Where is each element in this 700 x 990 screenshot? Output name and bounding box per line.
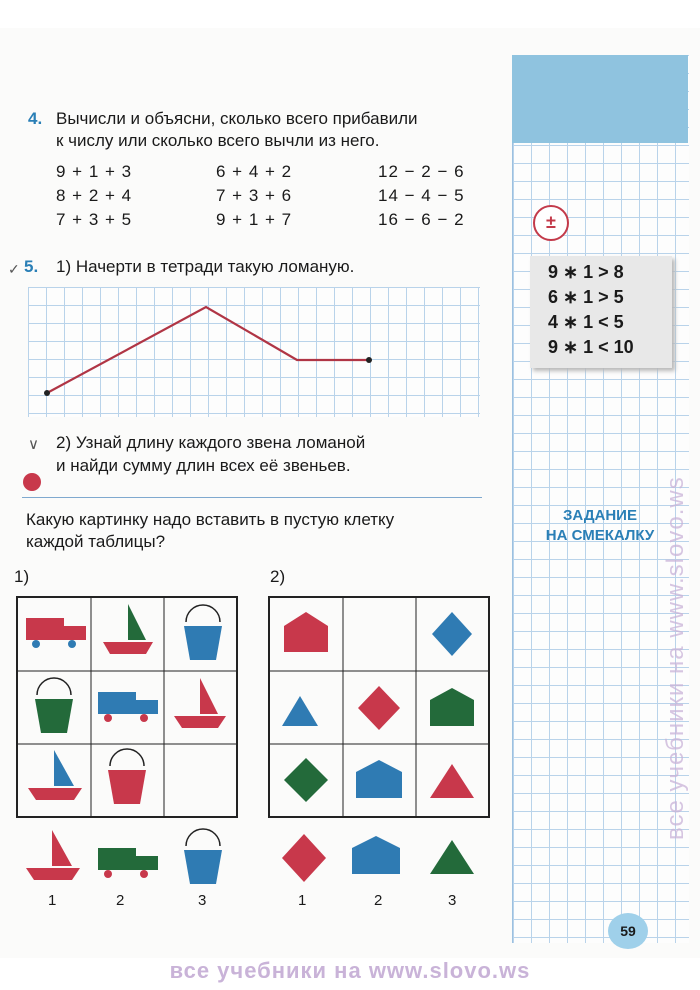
- puzzle-line: 6 ∗ 1 > 5: [548, 287, 624, 307]
- bucket-icon: [35, 678, 73, 733]
- expression: 7 + 3 + 6: [216, 186, 293, 205]
- task5-number: 5.: [24, 257, 39, 276]
- table2-drawing: [270, 598, 488, 816]
- answer-number: 2: [374, 892, 383, 909]
- answer-number: 3: [448, 892, 457, 909]
- table2-label: 2): [270, 567, 286, 586]
- task5-part1: 1) Начерти в тетради такую ломаную.: [56, 257, 355, 276]
- puzzle-line: 9 ∗ 1 < 10: [548, 337, 634, 357]
- expression: 9 + 1 + 3: [56, 162, 133, 181]
- expression: 9 + 1 + 7: [216, 210, 293, 229]
- polyline-start-point: [44, 390, 50, 396]
- expression: 12 − 2 − 6: [378, 162, 465, 181]
- truck-icon: [98, 848, 158, 878]
- triangle-icon: [430, 764, 474, 798]
- answer-number: 2: [116, 892, 125, 909]
- puzzle-line: 9 ∗ 1 > 8: [548, 262, 624, 282]
- answers1-drawing: [14, 826, 264, 896]
- triangle-icon: [282, 696, 318, 726]
- question-text: каждой таблицы?: [26, 532, 166, 551]
- table1-label: 1): [14, 567, 30, 586]
- polyline-grid: [28, 287, 480, 417]
- answers2-drawing: [268, 826, 488, 896]
- footer-watermark: все учебники на www.slovo.ws: [169, 958, 531, 983]
- picture-table-2: [268, 596, 490, 818]
- sidebar-header-band: [512, 55, 688, 143]
- pentagon-icon: [430, 688, 474, 726]
- question-text: Какую картинку надо вставить в пустую клетку: [26, 510, 395, 529]
- expression: 8 + 2 + 4: [56, 186, 133, 205]
- task4-text: Вычисли и объясни, сколько всего прибавили: [56, 109, 418, 128]
- sailboat-icon: [26, 830, 80, 880]
- puzzle-card: [530, 256, 672, 368]
- check-mark-2: ∨: [28, 436, 39, 453]
- answer-number: 1: [298, 892, 307, 909]
- check-mark: ✓: [8, 261, 20, 277]
- task5-part2: и найди сумму длин всех её звеньев.: [56, 456, 351, 475]
- expression: 16 − 6 − 2: [378, 210, 465, 229]
- task5-part2: 2) Узнай длину каждого звена ломаной: [56, 433, 366, 452]
- triangle-icon: [430, 840, 474, 874]
- diamond-icon: [284, 758, 328, 802]
- diamond-icon: [358, 686, 400, 730]
- picture-table-1: [16, 596, 238, 818]
- smekalka-title-line: НА СМЕКАЛКУ: [545, 527, 655, 544]
- polyline-end-point: [366, 357, 372, 363]
- pentagon-icon: [356, 760, 402, 798]
- pentagon-icon: [352, 836, 400, 874]
- answer-number: 3: [198, 892, 207, 909]
- truck-icon: [98, 692, 158, 722]
- bucket-icon: [184, 829, 222, 884]
- expression: 6 + 4 + 2: [216, 162, 293, 181]
- bucket-icon: [108, 749, 146, 804]
- plus-minus-icon: ±: [533, 205, 569, 241]
- red-dot-marker: [23, 473, 41, 491]
- smekalka-title: [520, 506, 680, 546]
- sailboat-icon: [28, 750, 82, 800]
- expression: 7 + 3 + 5: [56, 210, 133, 229]
- sailboat-icon: [103, 604, 153, 654]
- puzzle-line: 4 ∗ 1 < 5: [548, 312, 624, 332]
- polyline-drawing: [28, 287, 480, 417]
- broken-line: [47, 307, 369, 393]
- vertical-watermark: все учебники на www.slovo.ws: [662, 476, 689, 840]
- page-number: 59: [608, 913, 648, 949]
- answer-number: 1: [48, 892, 57, 909]
- smekalka-title-line: ЗАДАНИЕ: [563, 507, 637, 524]
- task4-number: 4.: [28, 109, 43, 128]
- expression: 14 − 4 − 5: [378, 186, 465, 205]
- diamond-icon: [432, 612, 472, 656]
- sailboat-icon: [174, 678, 226, 728]
- diamond-icon: [282, 834, 326, 882]
- section-divider: [22, 497, 482, 498]
- pentagon-icon: [284, 612, 328, 652]
- bucket-icon: [184, 605, 222, 660]
- table1-drawing: [18, 598, 236, 816]
- truck-icon: [26, 618, 86, 648]
- task4-text: к числу или сколько всего вычли из него.: [56, 131, 380, 150]
